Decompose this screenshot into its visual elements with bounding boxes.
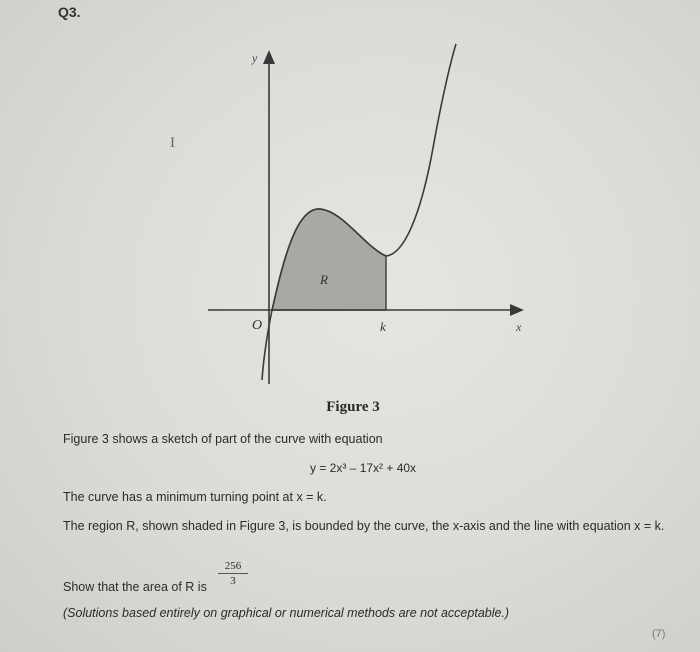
text-cursor-icon: I	[170, 135, 175, 151]
region-label: R	[320, 272, 328, 287]
y-axis-arrowhead	[263, 50, 275, 64]
question-number: Q3.	[58, 4, 81, 20]
area-fraction	[218, 560, 248, 587]
figure-caption: Figure 3	[326, 399, 380, 415]
x-axis-arrowhead	[510, 304, 524, 316]
fraction-denominator: 3	[230, 575, 236, 587]
show-that-text: Show that the area of R is	[63, 580, 207, 594]
x-axis-label: x	[516, 320, 522, 334]
fraction-numerator: 256	[218, 560, 248, 574]
k-label: k	[380, 319, 386, 334]
minimum-point-text: The curve has a minimum turning point at x = k.	[63, 490, 327, 504]
method-note: (Solutions based entirely on graphical or numerical methods are not acceptable.)	[63, 606, 510, 620]
curve-equation: y = 2x³ – 17x² + 40x	[310, 461, 417, 475]
shaded-region-r	[272, 209, 386, 310]
origin-label: O	[252, 318, 263, 333]
intro-text: Figure 3 shows a sketch of part of the curve with equation	[63, 432, 383, 446]
region-description: The region R, shown shaded in Figure 3, is bounded by the curve, the x-axis and the line with equation x = k.	[63, 519, 665, 533]
cubic-curve	[262, 44, 456, 380]
marks-label: (7)	[652, 628, 666, 640]
y-axis-label: y	[252, 51, 258, 65]
